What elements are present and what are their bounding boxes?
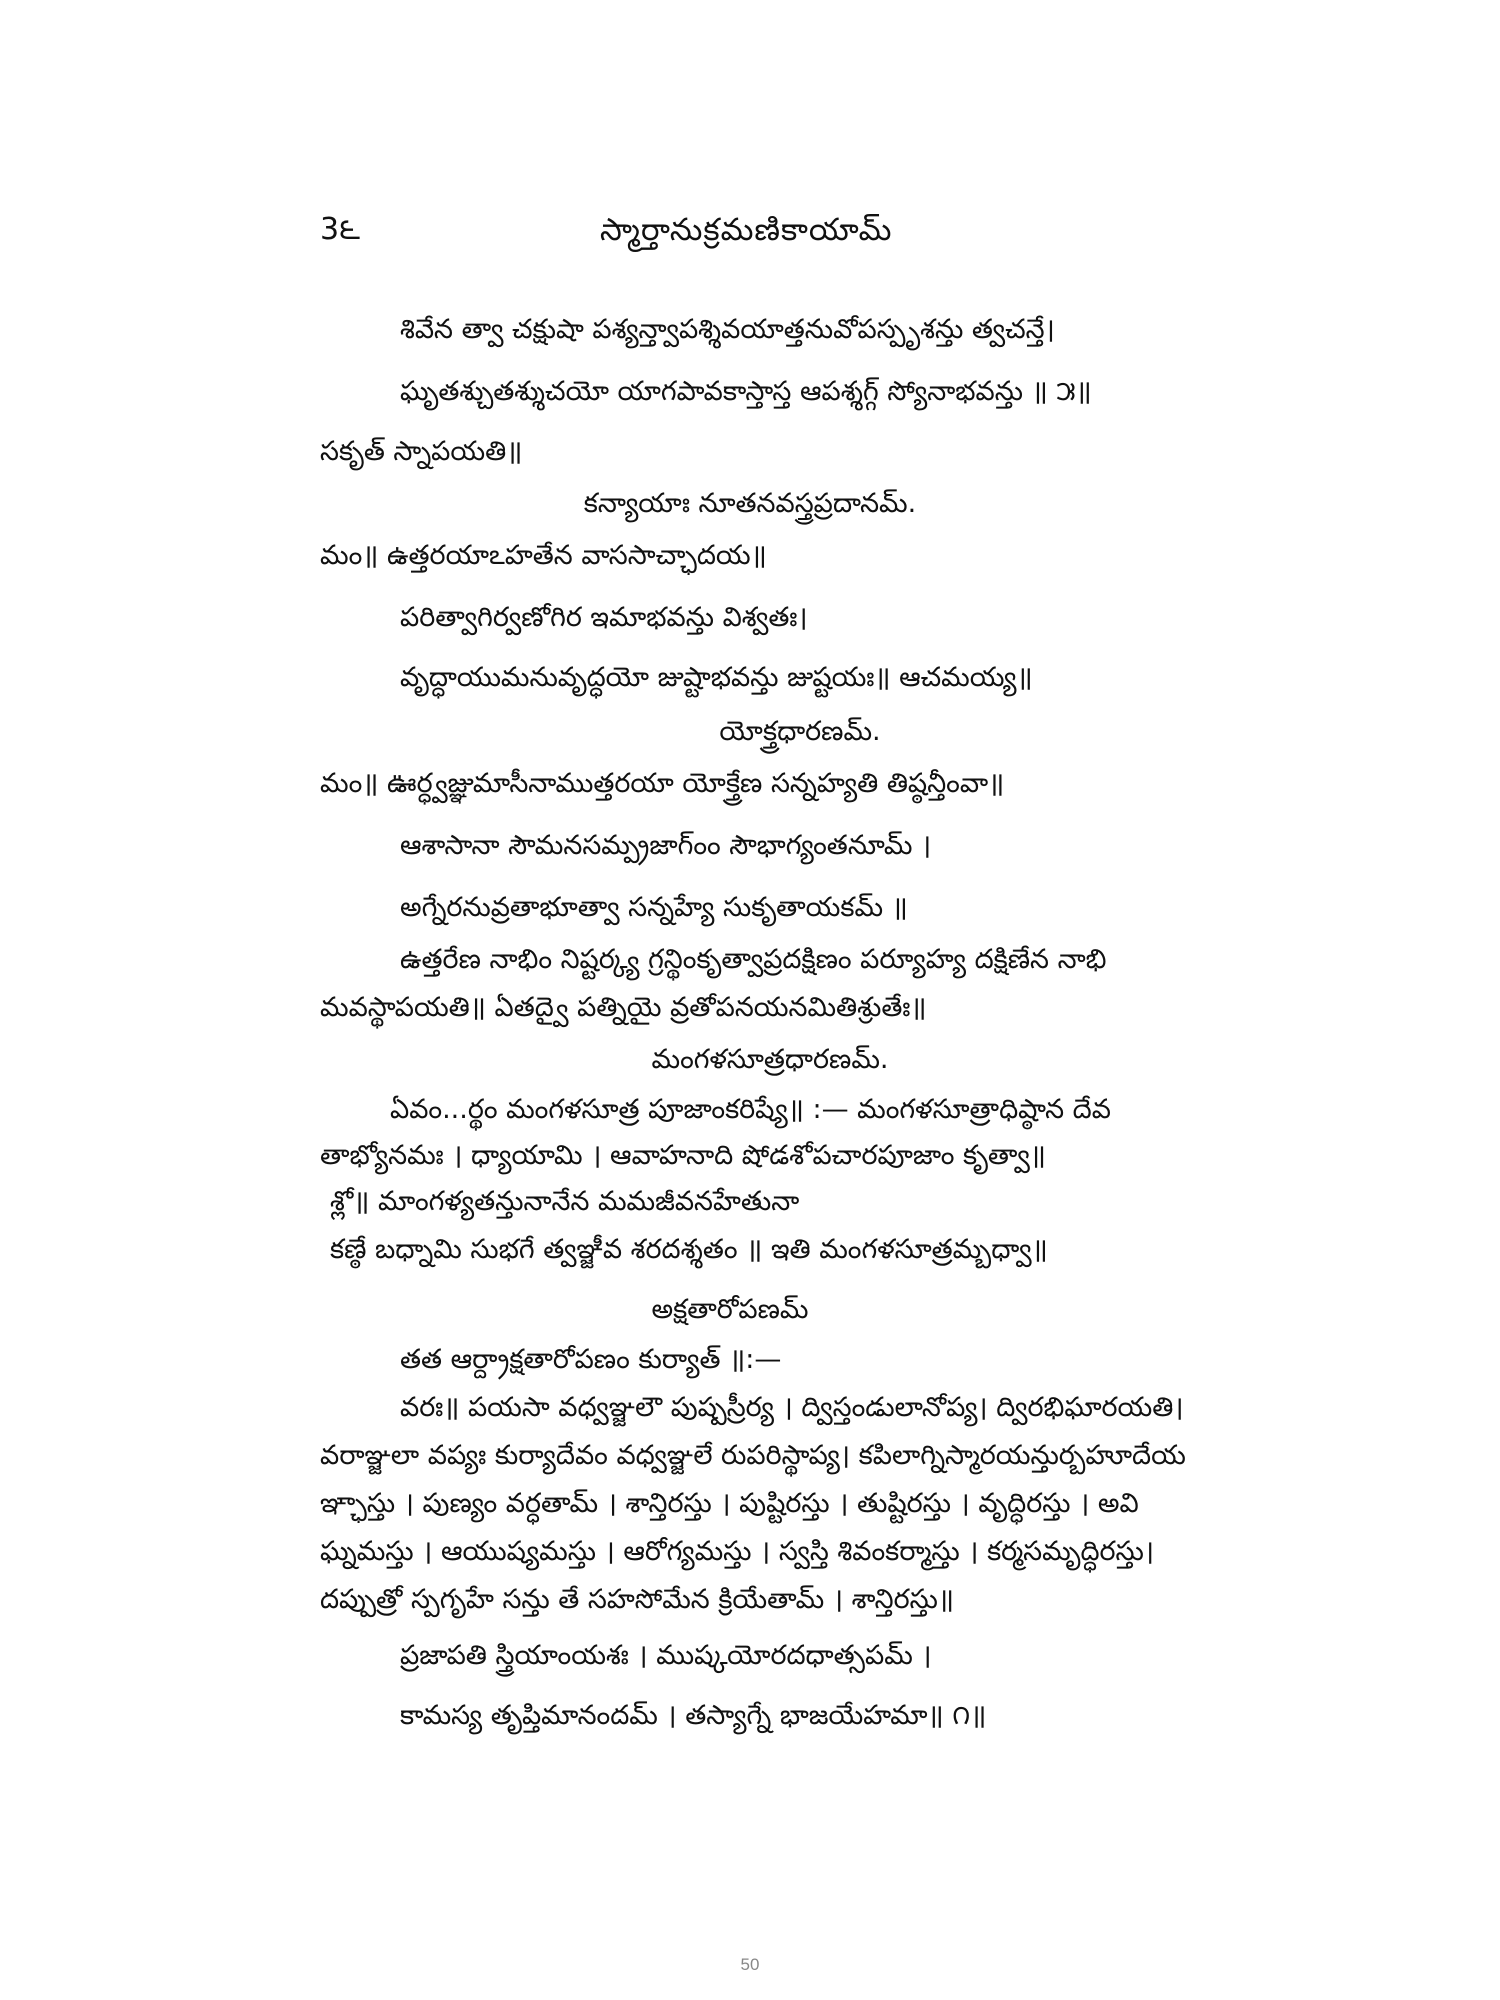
section-heading: యోక్త్రధారణమ్.: [719, 716, 881, 747]
section-heading: కన్యాయాః నూతనవస్త్రప్రదానమ్.: [583, 488, 917, 519]
verse-line: ఆశాసానా సౌమనసమ్ప్రజాగ్ంం సౌభాగ్యంతనూమ్ ।: [400, 830, 932, 861]
verse-line: ఘృతశ్చుతశ్శుచయో యాగపావకాస్తాస్త ఆపశ్శగ్గ్ స్యోనాభవన్తు ॥ ౫॥: [400, 376, 1092, 407]
sloka-line: శ్లో॥ మాంగళ్యతన్తునానేన మమజీవనహేతునా: [330, 1186, 800, 1217]
prose-line: వరః॥ పయసా వధ్వఞ్జలౌ పుష్పస్రీర్య । ద్విస్తండులానోప్య। ద్విరభిఘారయతి।: [400, 1392, 1184, 1423]
prose-line: తాభ్యోనమః । ధ్యాయామి । ఆవాహనాది షోడశోపచారపూజాం కృత్వా॥: [320, 1140, 1046, 1171]
verse-line: కామస్య తృప్తిమానందమ్ । తస్యాగ్నే భాజయేహమా॥ ౧॥: [400, 1700, 987, 1731]
mantra-line: మం॥ ఊర్ధ్వజ్ఞుమాసీనాముత్తరయా యోక్త్రేణ సన్నహ్యతి తిష్ఠన్తీంవా॥: [320, 768, 1005, 799]
text-line: సకృత్ స్నాపయతి॥: [320, 436, 523, 467]
prose-line: ఞ్ఛాస్తు । పుణ్యం వర్ధతామ్ । శాన్తిరస్తు । పుష్టిరస్తు । తుష్టిరస్తు । వృద్ధిరస్తు । అవి: [320, 1488, 1139, 1519]
page-number: 3౬: [320, 212, 361, 247]
verse-line: వృద్ధాయుమనువృద్ధయో జుష్టాభవన్తు జుష్టయః॥ ఆచమయ్య॥: [400, 662, 1033, 693]
prose-line: ఘ్నమస్తు । ఆయుష్యమస్తు । ఆరోగ్యమస్తు । స్వస్తి శివంకర్మాస్తు । కర్మసమృద్ధిరస్తు।: [320, 1536, 1155, 1567]
prose-line: దప్పుత్రో స్పగృహే సన్తు తే సహసోమేన క్రియేతామ్ । శాన్తిరస్తు॥: [320, 1584, 955, 1615]
section-heading: మంగళసూత్రధారణమ్.: [651, 1044, 889, 1075]
sloka-line: కణ్ఠే బధ్నామి సుభగే త్వఞ్జీవ శరదశ్శతం ॥ ఇతి మంగళసూత్రమ్బధ్వా॥: [330, 1234, 1048, 1265]
section-heading: అక్షతారోపణమ్: [651, 1294, 809, 1325]
prose-line: ఉత్తరేణ నాభిం నిష్టర్క్య గ్రన్థింకృత్వాప్రదక్షిణం పర్యూహ్య దక్షిణేన నాభి: [400, 944, 1107, 975]
prose-line: వరాఞ్జలా వప్యః కుర్యాదేవం వధ్వఞ్జలే రుపరిస్థాప్య। కపిలాగ్నిస్మారయన్తుర్బహూదేయ: [320, 1440, 1186, 1471]
page-header: [320, 212, 1200, 262]
prose-line: తత ఆర్ద్రాక్షతారోపణం కుర్యాత్ ॥:—: [400, 1344, 782, 1375]
verse-line: అగ్నేరనువ్రతాభూత్వా సన్నహ్యే సుకృతాయకమ్ ॥: [400, 892, 908, 923]
verse-line: ప్రజాపతి స్త్రియాంయశః । ముష్కయోరదధాత్సపమ్ ।: [400, 1640, 932, 1671]
verse-line: శివేన త్వా చక్షుషా పశ్యన్త్వాపశ్శివయాత్తనువోపస్పృశన్తు త్వచన్తే।: [400, 314, 1055, 345]
verse-line: పరిత్వాగిర్వణోగిర ఇమాభవన్తు విశ్వతః।: [400, 602, 808, 633]
running-title: స్మార్తానుక్రమణికాయామ్: [600, 212, 893, 248]
prose-line: ఏవం...ర్థం మంగళసూత్ర పూజాంకరిష్యే॥ :— మంగళసూత్రాధిష్ఠాన దేవ: [390, 1094, 1111, 1125]
prose-line: మవస్థాపయతి॥ ఏతద్వై పత్నియై వ్రతోపనయనమితిశ్రుతేః॥: [320, 992, 927, 1023]
page-footer-number: 50: [740, 1955, 760, 1974]
mantra-line: మం॥ ఉత్తరయాఽహతేన వాససాచ్ఛాదయ॥: [320, 540, 767, 571]
